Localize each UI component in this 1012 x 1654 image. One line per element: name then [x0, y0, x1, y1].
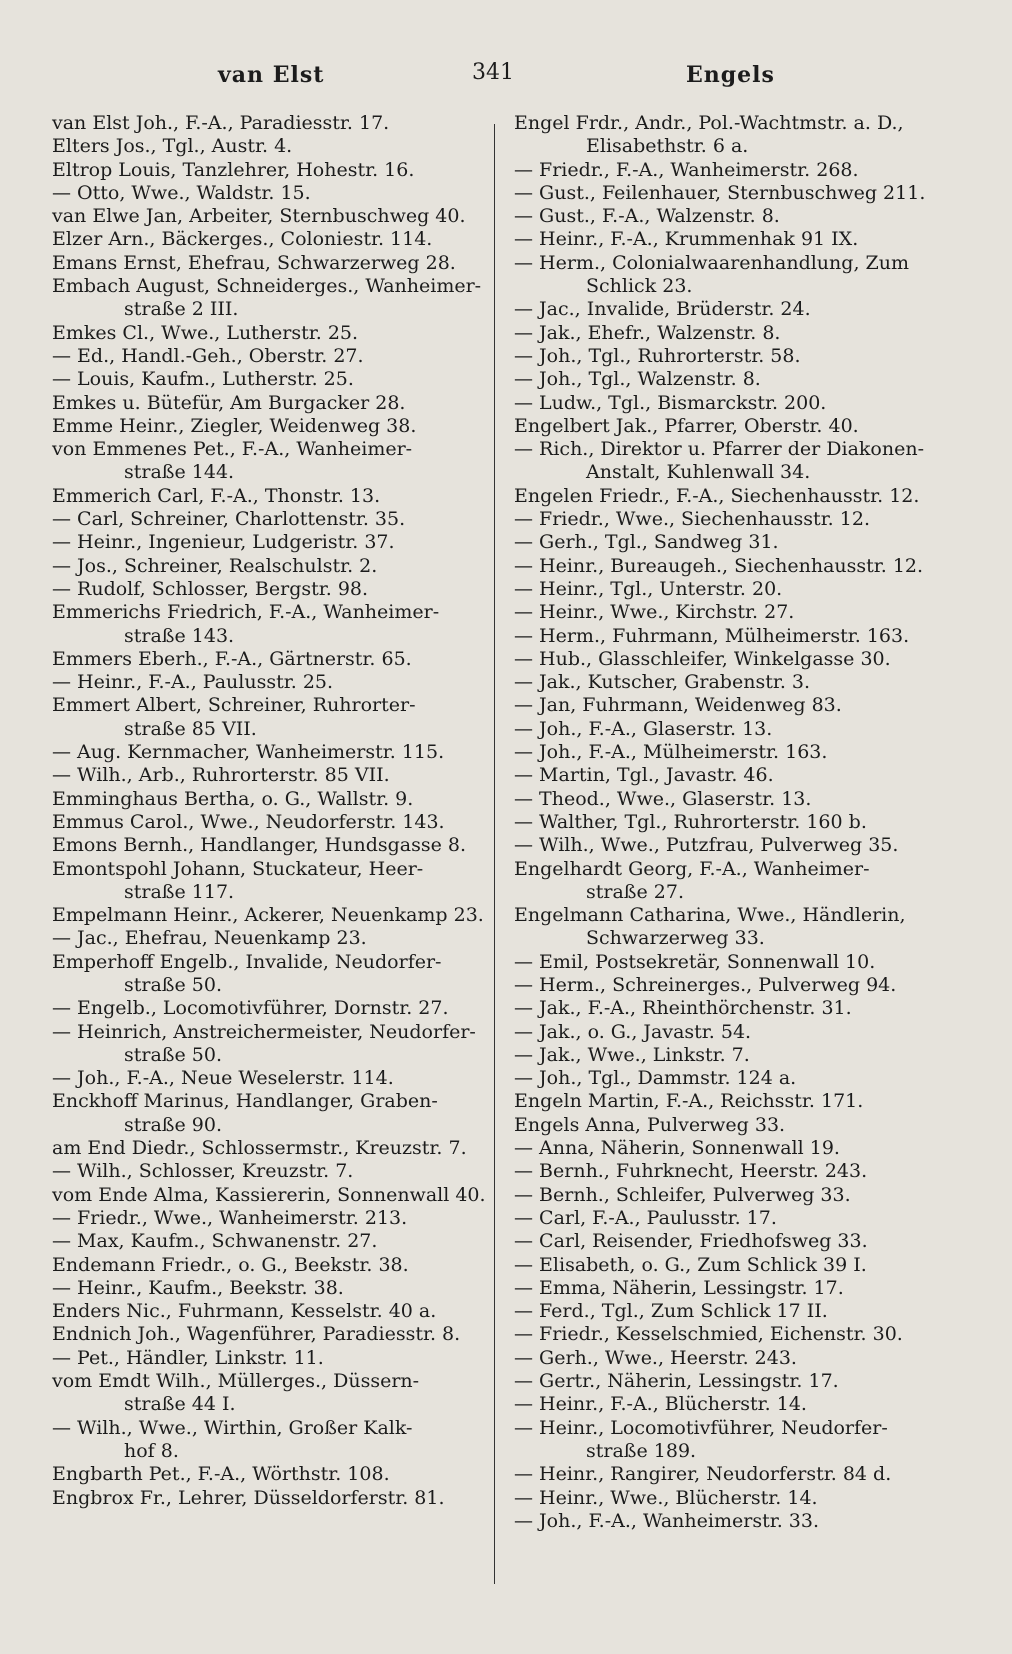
- entry-continuation: straße 27.: [586, 880, 684, 903]
- directory-entry: — Wilh., Schlosser, Kreuzstr. 7.: [52, 1160, 354, 1183]
- directory-entry: Emmus Carol., Wwe., Neudorferstr. 143.: [52, 810, 445, 833]
- directory-entry: — Joh., F.-A., Glaserstr. 13.: [514, 717, 773, 740]
- directory-entry: — Heinr., F.-A., Blücherstr. 14.: [514, 1393, 807, 1416]
- entry-continuation: straße 90.: [124, 1113, 222, 1136]
- directory-entry: — Heinrich, Anstreichermeister, Neudorfer-: [52, 1020, 476, 1043]
- directory-entry: Emkes Cl., Wwe., Lutherstr. 25.: [52, 321, 359, 344]
- entry-continuation: straße 189.: [586, 1439, 697, 1462]
- directory-entry: — Jos., Schreiner, Realschulstr. 2.: [52, 554, 378, 577]
- directory-entry: — Jak., F.-A., Rheinthörchenstr. 31.: [514, 997, 852, 1020]
- directory-entry: Emontspohl Johann, Stuckateur, Heer-: [52, 857, 424, 880]
- directory-entry: Emmerichs Friedrich, F.-A., Wanheimer-: [52, 601, 440, 624]
- directory-entry: — Louis, Kaufm., Lutherstr. 25.: [52, 368, 354, 391]
- directory-entry: — Hub., Glasschleifer, Winkelgasse 30.: [514, 647, 891, 670]
- directory-entry: — Heinr., Locomotivführer, Neudorfer-: [514, 1416, 888, 1439]
- directory-entry: — Engelb., Locomotivführer, Dornstr. 27.: [52, 997, 449, 1020]
- directory-entry: — Max, Kaufm., Schwanenstr. 27.: [52, 1230, 378, 1253]
- directory-entry: — Jac., Invalide, Brüderstr. 24.: [514, 298, 811, 321]
- directory-entry: Engbrox Fr., Lehrer, Düsseldorferstr. 81.: [52, 1486, 445, 1509]
- entry-continuation: straße 44 I.: [124, 1393, 236, 1416]
- directory-entry: — Jan, Fuhrmann, Weidenweg 83.: [514, 694, 842, 717]
- directory-entry: — Jac., Ehefrau, Neuenkamp 23.: [52, 927, 367, 950]
- directory-entry: Emminghaus Bertha, o. G., Wallstr. 9.: [52, 787, 414, 810]
- directory-entry: Emme Heinr., Ziegler, Weidenweg 38.: [52, 414, 417, 437]
- entry-continuation: straße 2 III.: [124, 298, 239, 321]
- left-column: [52, 112, 484, 1510]
- directory-entry: — Heinr., Tgl., Unterstr. 20.: [514, 577, 783, 600]
- directory-entry: — Heinr., Wwe., Kirchstr. 27.: [514, 601, 795, 624]
- directory-entry: — Gerh., Wwe., Heerstr. 243.: [514, 1346, 797, 1369]
- column-divider: [494, 124, 495, 1584]
- directory-entry: Emans Ernst, Ehefrau, Schwarzerweg 28.: [52, 251, 456, 274]
- directory-entry: Emmert Albert, Schreiner, Ruhrorter-: [52, 694, 416, 717]
- directory-entry: — Wilh., Arb., Ruhrorterstr. 85 VII.: [52, 764, 390, 787]
- directory-entry: — Bernh., Schleifer, Pulverweg 33.: [514, 1183, 851, 1206]
- directory-entry: Empelmann Heinr., Ackerer, Neuenkamp 23.: [52, 904, 484, 927]
- directory-entry: — Joh., F.-A., Neue Weselerstr. 114.: [52, 1067, 394, 1090]
- header-left-running-head: van Elst: [218, 62, 325, 88]
- directory-entry: — Wilh., Wwe., Wirthin, Großer Kalk-: [52, 1416, 413, 1439]
- directory-entry: Emmers Eberh., F.-A., Gärtnerstr. 65.: [52, 647, 412, 670]
- directory-entry: Engelmann Catharina, Wwe., Händlerin,: [514, 904, 906, 927]
- directory-entry: Engelen Friedr., F.-A., Siechenhausstr. 12.: [514, 484, 920, 507]
- directory-entry: — Gust., Feilenhauer, Sternbuschweg 211.: [514, 181, 926, 204]
- directory-entry: Engels Anna, Pulverweg 33.: [514, 1113, 786, 1136]
- entry-continuation: Elisabethstr. 6 a.: [586, 135, 749, 158]
- directory-entry: — Jak., o. G., Javastr. 54.: [514, 1020, 752, 1043]
- directory-entry: — Ferd., Tgl., Zum Schlick 17 II.: [514, 1300, 828, 1323]
- directory-entry: — Gertr., Näherin, Lessingstr. 17.: [514, 1370, 839, 1393]
- right-column: [514, 112, 974, 1533]
- directory-entry: Engelbert Jak., Pfarrer, Oberstr. 40.: [514, 414, 859, 437]
- page-number: 341: [472, 60, 514, 85]
- entry-continuation: hof 8.: [124, 1439, 179, 1462]
- directory-entry: vom Ende Alma, Kassiererin, Sonnenwall 40.: [52, 1183, 486, 1206]
- directory-entry: — Gerh., Tgl., Sandweg 31.: [514, 531, 779, 554]
- directory-entry: — Walther, Tgl., Ruhrorterstr. 160 b.: [514, 810, 867, 833]
- directory-entry: Endemann Friedr., o. G., Beekstr. 38.: [52, 1253, 409, 1276]
- directory-entry: Emons Bernh., Handlanger, Hundsgasse 8.: [52, 834, 467, 857]
- directory-entry: vom Emdt Wilh., Müllerges., Düssern-: [52, 1370, 420, 1393]
- directory-entry: — Elisabeth, o. G., Zum Schlick 39 I.: [514, 1253, 867, 1276]
- directory-entry: — Bernh., Fuhrknecht, Heerstr. 243.: [514, 1160, 868, 1183]
- directory-entry: — Heinr., Kaufm., Beekstr. 38.: [52, 1276, 344, 1299]
- directory-entry: — Friedr., Kesselschmied, Eichenstr. 30.: [514, 1323, 903, 1346]
- directory-entry: — Wilh., Wwe., Putzfrau, Pulverweg 35.: [514, 834, 899, 857]
- directory-entry: — Rudolf, Schlosser, Bergstr. 98.: [52, 577, 369, 600]
- directory-entry: Engel Frdr., Andr., Pol.-Wachtmstr. a. D.,: [514, 112, 904, 134]
- directory-entry: — Heinr., Wwe., Blücherstr. 14.: [514, 1486, 818, 1509]
- directory-entry: — Heinr., Ingenieur, Ludgeristr. 37.: [52, 531, 395, 554]
- directory-entry: Emperhoff Engelb., Invalide, Neudorfer-: [52, 950, 442, 973]
- directory-entry: Eltrop Louis, Tanzlehrer, Hohestr. 16.: [52, 158, 415, 181]
- header-right-running-head: Engels: [686, 62, 775, 88]
- directory-entry: Elzer Arn., Bäckerges., Coloniestr. 114.: [52, 228, 433, 251]
- directory-entry: — Herm., Schreinerges., Pulverweg 94.: [514, 973, 897, 996]
- directory-entry: — Friedr., Wwe., Siechenhausstr. 12.: [514, 508, 870, 531]
- directory-entry: Engbarth Pet., F.-A., Wörthstr. 108.: [52, 1463, 390, 1486]
- directory-entry: — Jak., Wwe., Linkstr. 7.: [514, 1043, 750, 1066]
- entry-continuation: Anstalt, Kuhlenwall 34.: [586, 461, 811, 484]
- entry-continuation: straße 50.: [124, 973, 222, 996]
- directory-entry: van Elwe Jan, Arbeiter, Sternbuschweg 40.: [52, 205, 466, 228]
- entry-continuation: Schwarzerweg 33.: [586, 927, 765, 950]
- directory-entry: — Herm., Fuhrmann, Mülheimerstr. 163.: [514, 624, 910, 647]
- directory-entry: Emmerich Carl, F.-A., Thonstr. 13.: [52, 484, 381, 507]
- directory-entry: von Emmenes Pet., F.-A., Wanheimer-: [52, 438, 413, 461]
- directory-entry: — Jak., Ehefr., Walzenstr. 8.: [514, 321, 781, 344]
- directory-entry: — Carl, Reisender, Friedhofsweg 33.: [514, 1230, 868, 1253]
- directory-entry: Enckhoff Marinus, Handlanger, Graben-: [52, 1090, 438, 1113]
- entry-continuation: straße 117.: [124, 880, 235, 903]
- directory-entry: — Anna, Näherin, Sonnenwall 19.: [514, 1137, 840, 1160]
- directory-entry: — Friedr., F.-A., Wanheimerstr. 268.: [514, 158, 859, 181]
- directory-entry: am End Diedr., Schlossermstr., Kreuzstr. 7.: [52, 1137, 467, 1160]
- directory-entry: van Elst Joh., F.-A., Paradiesstr. 17.: [52, 112, 390, 134]
- directory-entry: — Aug. Kernmacher, Wanheimerstr. 115.: [52, 741, 445, 764]
- directory-entry: — Heinr., Rangirer, Neudorferstr. 84 d.: [514, 1463, 892, 1486]
- entry-continuation: straße 144.: [124, 461, 235, 484]
- directory-entry: — Otto, Wwe., Waldstr. 15.: [52, 181, 311, 204]
- directory-entry: — Heinr., Bureaugeh., Siechenhausstr. 12.: [514, 554, 924, 577]
- directory-entry: — Martin, Tgl., Javastr. 46.: [514, 764, 774, 787]
- directory-entry: — Emil, Postsekretär, Sonnenwall 10.: [514, 950, 876, 973]
- directory-entry: — Jak., Kutscher, Grabenstr. 3.: [514, 671, 811, 694]
- directory-entry: — Pet., Händler, Linkstr. 11.: [52, 1346, 324, 1369]
- directory-entry: — Heinr., F.-A., Paulusstr. 25.: [52, 671, 334, 694]
- directory-entry: — Joh., Tgl., Walzenstr. 8.: [514, 368, 761, 391]
- directory-entry: Elters Jos., Tgl., Austr. 4.: [52, 135, 293, 158]
- directory-entry: Embach August, Schneiderges., Wanheimer-: [52, 275, 482, 298]
- directory-entry: — Herm., Colonialwaarenhandlung, Zum: [514, 251, 909, 274]
- directory-entry: — Ludw., Tgl., Bismarckstr. 200.: [514, 391, 827, 414]
- directory-entry: Emkes u. Bütefür, Am Burgacker 28.: [52, 391, 406, 414]
- directory-entry: Enders Nic., Fuhrmann, Kesselstr. 40 a.: [52, 1300, 437, 1323]
- directory-entry: — Gust., F.-A., Walzenstr. 8.: [514, 205, 780, 228]
- entry-continuation: straße 85 VII.: [124, 717, 257, 740]
- directory-entry: Engelhardt Georg, F.-A., Wanheimer-: [514, 857, 870, 880]
- directory-entry: — Joh., Tgl., Ruhrorterstr. 58.: [514, 344, 801, 367]
- directory-entry: Endnich Joh., Wagenführer, Paradiesstr. 8.: [52, 1323, 461, 1346]
- entry-continuation: Schlick 23.: [586, 275, 693, 298]
- directory-entry: — Carl, F.-A., Paulusstr. 17.: [514, 1206, 777, 1229]
- directory-entry: Engeln Martin, F.-A., Reichsstr. 171.: [514, 1090, 864, 1113]
- directory-entry: — Joh., Tgl., Dammstr. 124 a.: [514, 1067, 797, 1090]
- entry-continuation: straße 143.: [124, 624, 235, 647]
- directory-entry: — Emma, Näherin, Lessingstr. 17.: [514, 1276, 844, 1299]
- directory-entry: — Theod., Wwe., Glaserstr. 13.: [514, 787, 812, 810]
- directory-entry: — Friedr., Wwe., Wanheimerstr. 213.: [52, 1206, 408, 1229]
- directory-entry: — Ed., Handl.-Geh., Oberstr. 27.: [52, 344, 364, 367]
- directory-entry: — Carl, Schreiner, Charlottenstr. 35.: [52, 508, 406, 531]
- directory-entry: — Joh., F.-A., Wanheimerstr. 33.: [514, 1509, 819, 1532]
- directory-entry: — Joh., F.-A., Mülheimerstr. 163.: [514, 741, 828, 764]
- entry-continuation: straße 50.: [124, 1043, 222, 1066]
- page-header: [0, 58, 1012, 98]
- directory-entry: — Rich., Direktor u. Pfarrer der Diakonen-: [514, 438, 925, 461]
- directory-entry: — Heinr., F.-A., Krummenhak 91 IX.: [514, 228, 859, 251]
